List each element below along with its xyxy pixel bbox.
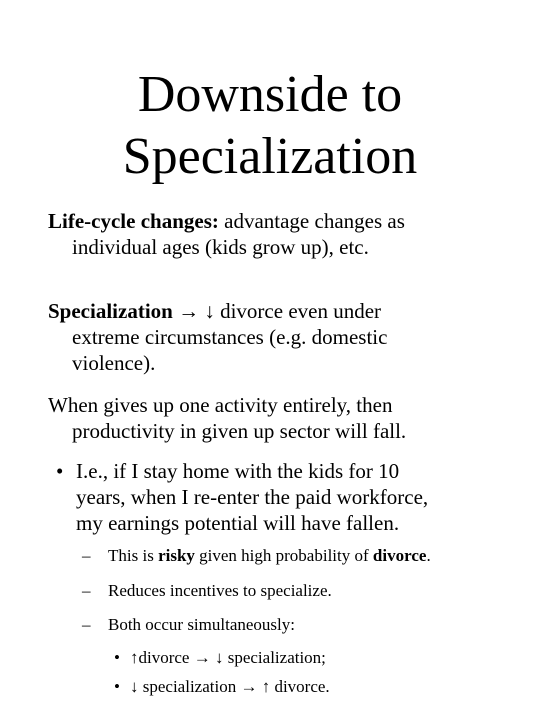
bullet-earnings-text-3: my earnings potential will have fallen.: [76, 511, 400, 535]
paragraph-specialization-divorce: [48, 298, 518, 376]
sub-bullet-incentives: [82, 580, 522, 602]
dash-icon: –: [82, 615, 91, 634]
life-cycle-heading: Life-cycle changes:: [48, 209, 219, 233]
life-cycle-text-1: advantage changes as: [218, 209, 405, 233]
risky-word: risky: [158, 546, 195, 565]
slide-title: [0, 64, 540, 188]
specialization-text-3: violence).: [72, 351, 156, 375]
productivity-text-1: When gives up one activity entirely, then: [48, 393, 393, 417]
arrow-down-icon: ↓: [204, 299, 215, 323]
dash-icon: –: [82, 546, 91, 565]
sub-bullet-simultaneous: [82, 614, 522, 636]
specialization-text-2: extreme circumstances (e.g. domestic: [72, 325, 388, 349]
life-cycle-text-2: individual ages (kids grow up), etc.: [72, 235, 369, 259]
risky-mid: given high probability of: [194, 546, 373, 565]
slide-title-line-1: Downside to: [137, 66, 403, 123]
specialization-heading: Specialization: [48, 299, 173, 323]
bullet-icon: •: [114, 648, 120, 667]
sub-sub-bullet-divorce-first-text: ↑divorce → ↓ specialization;: [130, 648, 326, 667]
bullet-earnings-text-2: years, when I re-enter the paid workforce,: [76, 485, 429, 509]
arrow-right-icon: →: [178, 299, 200, 323]
bullet-earnings-text-1: I.e., if I stay home with the kids for 10: [76, 459, 400, 483]
sub-sub-bullet-divorce-first: [114, 647, 524, 669]
sub-sub-bullet-specialization-first-text: ↓ specialization → ↑ divorce.: [130, 677, 330, 696]
sub-bullet-incentives-text: Reduces incentives to specialize.: [108, 581, 332, 600]
sub-sub-bullet-specialization-first: [114, 676, 524, 698]
bullet-icon: •: [56, 459, 64, 483]
divorce-word: divorce: [372, 546, 427, 565]
risky-post: .: [426, 546, 431, 565]
specialization-text-1: divorce even under: [214, 299, 382, 323]
slide-title-line-2: Specialization: [122, 128, 418, 185]
bullet-earnings: [56, 458, 526, 536]
risky-pre: This is: [108, 546, 159, 565]
productivity-text-2: productivity in given up sector will fall.: [72, 419, 407, 443]
bullet-icon: •: [114, 677, 120, 696]
dash-icon: –: [82, 581, 91, 600]
sub-bullet-simultaneous-text: Both occur simultaneously:: [108, 615, 295, 634]
sub-bullet-risky-text: [108, 545, 522, 567]
paragraph-life-cycle: [48, 208, 518, 260]
paragraph-productivity: [48, 392, 518, 444]
sub-bullet-risky: [82, 545, 522, 567]
